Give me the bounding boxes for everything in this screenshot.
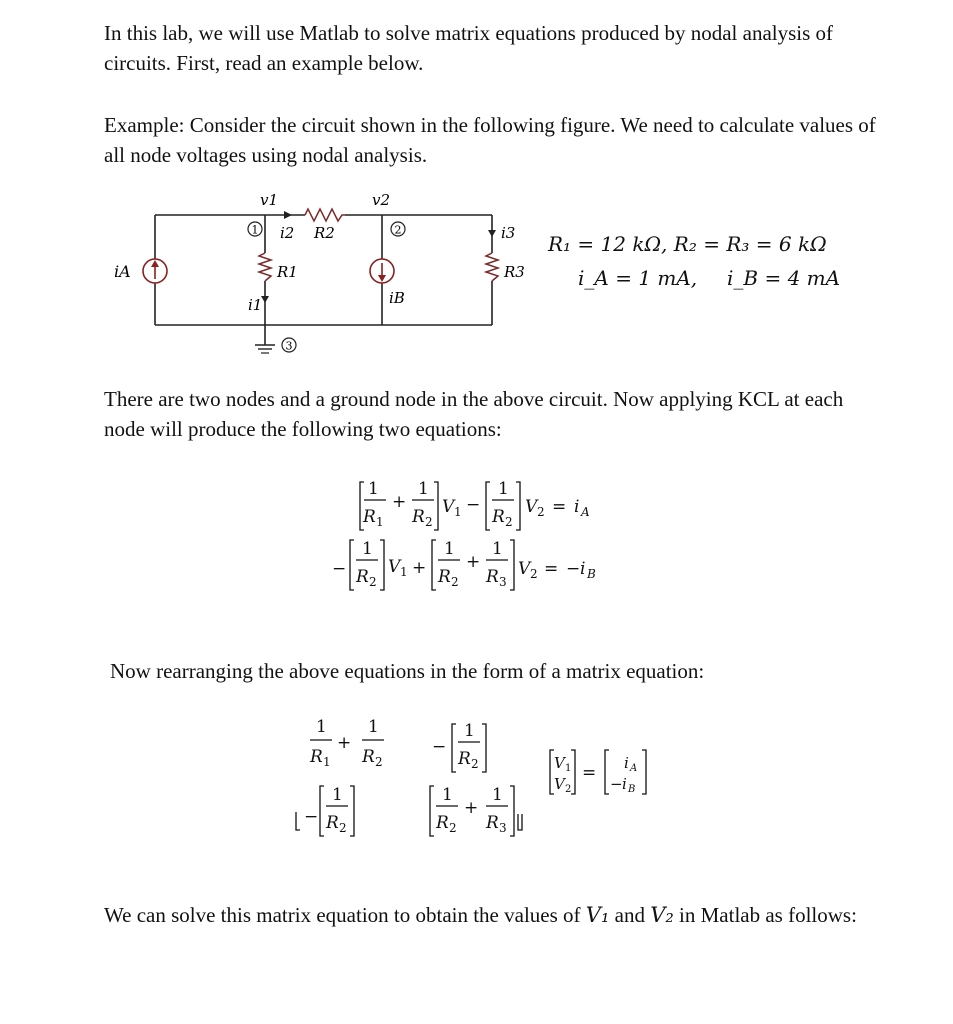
svg-text:B: B: [628, 784, 636, 795]
svg-text:V: V: [554, 775, 565, 793]
svg-text:R: R: [438, 567, 451, 587]
svg-text:2: 2: [565, 784, 572, 795]
svg-text:V: V: [554, 754, 565, 772]
i2-arrow: [284, 211, 292, 219]
svg-text:R: R: [356, 567, 369, 587]
svg-text:1: 1: [565, 763, 572, 774]
R1-label: R1: [277, 263, 298, 281]
svg-text:1: 1: [442, 785, 453, 805]
intro-paragraph: In this lab, we will use Matlab to solve matrix equations produced by nodal analysis of circuits. First, read an example below.: [104, 21, 834, 75]
i2-label: i2: [280, 224, 295, 242]
v1-label: v1: [260, 191, 279, 209]
node-1-label: 1: [251, 223, 259, 237]
svg-text:A: A: [630, 763, 638, 774]
v2-label: v2: [372, 191, 391, 209]
svg-text:+: +: [466, 552, 481, 572]
svg-text:1: 1: [454, 505, 462, 519]
svg-text:1: 1: [492, 539, 503, 559]
svg-text:−: −: [610, 775, 623, 793]
svg-text:i: i: [622, 775, 627, 793]
svg-text:−: −: [566, 559, 581, 579]
svg-text:3: 3: [499, 575, 507, 589]
svg-text:R: R: [486, 567, 499, 587]
svg-text:2: 2: [537, 505, 545, 519]
component-values-line-2b: i_B = 4 mA: [727, 266, 841, 290]
node-3-label: 3: [285, 339, 293, 353]
svg-text:1: 1: [418, 479, 429, 499]
svg-text:R: R: [363, 507, 376, 527]
svg-text:R: R: [458, 749, 471, 769]
final-v2: V₂: [650, 903, 674, 927]
svg-text:−: −: [432, 737, 447, 757]
svg-text:2: 2: [505, 515, 513, 529]
svg-text:1: 1: [368, 479, 379, 499]
final-text-b: in Matlab as follows:: [673, 903, 857, 927]
svg-text:+: +: [392, 492, 407, 512]
final-text-and: and: [609, 903, 651, 927]
svg-text:2: 2: [449, 821, 457, 835]
svg-text:−: −: [332, 559, 347, 579]
svg-text:1: 1: [444, 539, 455, 559]
iA-label: iA: [114, 262, 131, 281]
node-2-label: 2: [394, 223, 402, 237]
svg-text:V: V: [388, 557, 401, 577]
svg-text:2: 2: [530, 567, 538, 581]
svg-text:R: R: [362, 747, 375, 767]
i3-label: i3: [501, 224, 516, 242]
R2-label: R2: [314, 224, 335, 242]
svg-text:2: 2: [451, 575, 459, 589]
kcl-paragraph: There are two nodes and a ground node in the above circuit. Now applying KCL at each node will produce the following two equations:: [104, 387, 844, 441]
svg-text:2: 2: [339, 821, 347, 835]
svg-text:i: i: [574, 497, 580, 517]
svg-text:2: 2: [375, 755, 383, 769]
svg-text:−: −: [304, 807, 319, 827]
svg-text:=: =: [552, 497, 567, 517]
svg-text:−: −: [466, 495, 481, 515]
svg-text:R: R: [492, 507, 505, 527]
svg-text:3: 3: [499, 821, 507, 835]
matrix-paragraph: Now rearranging the above equations in the form of a matrix equation:: [110, 659, 705, 683]
component-values-line-2a: i_A = 1 mA,: [578, 266, 698, 290]
svg-text:V: V: [518, 559, 531, 579]
svg-text:i: i: [624, 754, 629, 772]
circuit-diagram: [100, 185, 560, 360]
svg-text:i: i: [580, 559, 586, 579]
component-values-line-1: R₁ = 12 kΩ, R₂ = R₃ = 6 kΩ: [548, 232, 827, 256]
R3-label: R3: [504, 263, 525, 281]
svg-text:B: B: [587, 567, 596, 581]
svg-text:1: 1: [498, 479, 509, 499]
svg-text:R: R: [436, 813, 449, 833]
svg-text:1: 1: [400, 565, 408, 579]
svg-text:+: +: [337, 733, 352, 753]
example-paragraph: Example: Consider the circuit shown in the following figure. We need to calculate values of all node voltages using nodal analysis.: [104, 113, 876, 167]
svg-text:1: 1: [362, 539, 373, 559]
svg-text:2: 2: [425, 515, 433, 529]
svg-text:R: R: [486, 813, 499, 833]
svg-text:+: +: [412, 558, 427, 578]
final-text-a: We can solve this matrix equation to obtain the values of: [104, 903, 586, 927]
svg-text:1: 1: [464, 721, 475, 741]
svg-text:1: 1: [376, 515, 384, 529]
kcl-equations: [330, 470, 650, 605]
svg-text:R: R: [412, 507, 425, 527]
i1-label: i1: [248, 296, 263, 314]
svg-text:R: R: [310, 747, 323, 767]
svg-text:1: 1: [492, 785, 503, 805]
svg-text:2: 2: [471, 757, 479, 771]
svg-text:V: V: [442, 497, 455, 517]
svg-text:1: 1: [323, 755, 331, 769]
svg-text:=: =: [544, 559, 559, 579]
svg-text:R: R: [326, 813, 339, 833]
final-v1: V₁: [585, 903, 610, 927]
svg-text:1: 1: [316, 717, 327, 737]
matrix-equation: [280, 712, 700, 844]
svg-text:=: =: [582, 763, 597, 783]
svg-text:V: V: [525, 497, 538, 517]
iB-label: iB: [389, 289, 405, 307]
svg-text:1: 1: [332, 785, 343, 805]
svg-text:A: A: [581, 505, 590, 519]
svg-text:+: +: [464, 798, 479, 818]
svg-text:1: 1: [368, 717, 379, 737]
final-paragraph: [104, 900, 884, 930]
i3-arrow: [488, 230, 496, 237]
svg-text:2: 2: [369, 575, 377, 589]
